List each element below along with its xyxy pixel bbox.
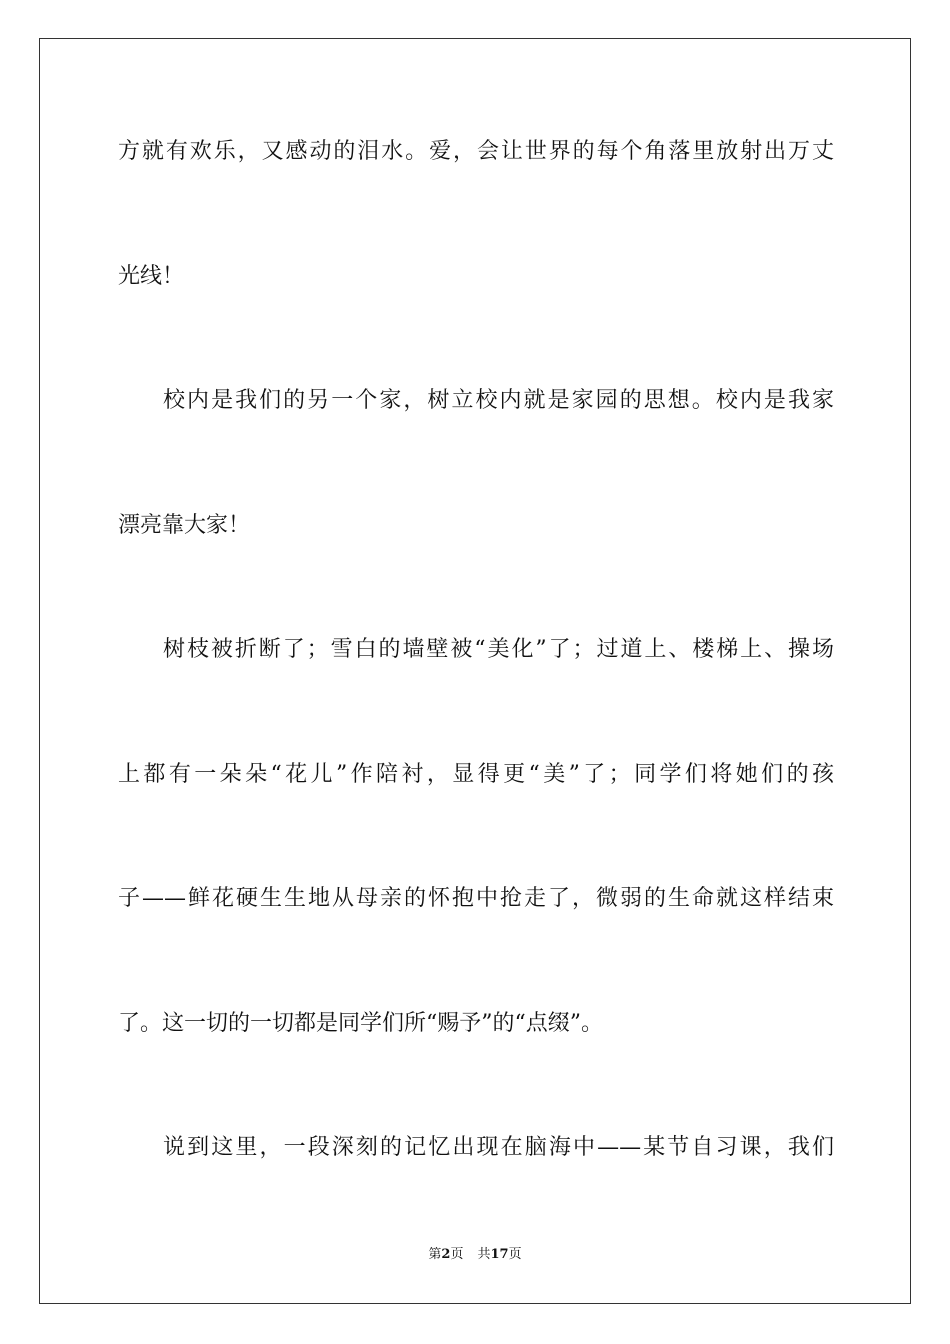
text-line-9: 说到这里，一段深刻的记忆出现在脑海中——某节自习课，我们 [163,1135,834,1160]
text-line-8: 了。这一切的一切都是同学们所“赐予”的“点缀”。 [118,1011,603,1036]
total-prefix: 共 [477,1247,491,1262]
current-page-number: 2 [441,1247,451,1262]
text-line-2: 光线！ [118,264,185,289]
page-frame [39,38,911,1304]
total-pages-number: 17 [490,1247,509,1262]
text-line-6: 上都有一朵朵“花儿”作陪衬，显得更“美”了；同学们将她们的孩 [118,762,834,787]
page-suffix: 页 [450,1247,464,1262]
text-line-3: 校内是我们的另一个家，树立校内就是家园的思想。校内是我家 [163,388,834,413]
page-prefix: 第 [428,1247,442,1262]
total-suffix: 页 [508,1247,522,1262]
text-line-1: 方就有欢乐，又感动的泪水。爱，会让世界的每个角落里放射出万丈 [118,139,834,164]
text-line-4: 漂亮靠大家！ [118,513,251,538]
page-footer [0,1246,950,1264]
text-line-5: 树枝被折断了；雪白的墙壁被“美化”了；过道上、楼梯上、操场 [163,637,834,662]
text-line-7: 子——鲜花硬生生地从母亲的怀抱中抢走了，微弱的生命就这样结束 [118,886,834,911]
